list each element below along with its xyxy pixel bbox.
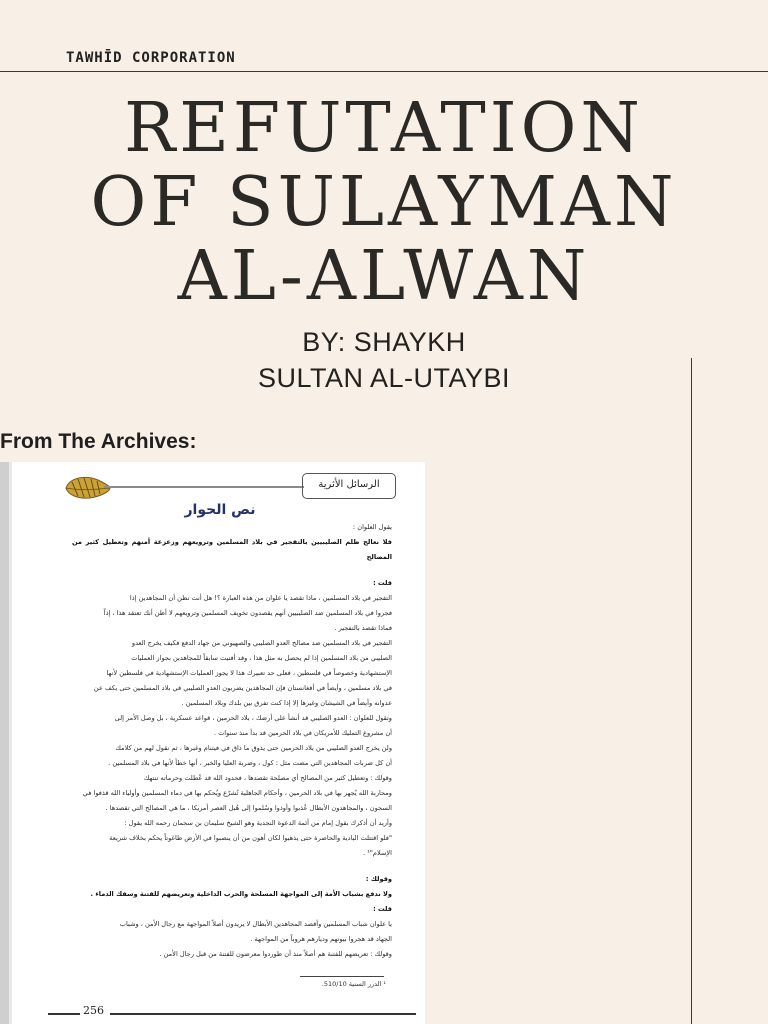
text-line: ولا ندفع بشباب الأمة إلى المواجهة المسلحة والحرب الداخلية وتعريضهم للفتنة وسفك الدماء . — [90, 890, 392, 898]
archive-page-scan — [0, 462, 425, 1024]
byline-line: SULTAN AL-UTAYBI — [257, 363, 511, 393]
text-line: فلا نعالج ظلم الصليبيين بالتفجير في بلاد المسلمين وترويعهم وزعزعة أمنهم وتعطيل كثير من المصالح — [72, 538, 392, 561]
byline-line: BY: SHAYKH — [302, 327, 466, 357]
document-title: نص الحوار — [184, 502, 256, 518]
text-line: يقول العلوان : — [352, 523, 392, 531]
page-number: 256 — [83, 1004, 104, 1017]
text-line: التفجير في بلاد المسلمين ضد مصالح العدو الصليبي والصهيوني من جهاد الدفع فكيف يخرج العدو — [131, 639, 392, 647]
text-line: "فلو اقتتلت البادية والحاضرة حتى يذهبوا لكان أهون من أن ينصبوا في الأرض طاغوتاً يحكم بخلاف شريعة — [109, 834, 392, 842]
footnote: ¹ الدرر السنية 510/10. — [321, 980, 386, 988]
publisher-name: TAWHĪD CORPORATION — [66, 50, 236, 66]
author-byline — [0, 324, 768, 396]
text-line: فماذا تقصد بالتفجير . — [334, 624, 392, 632]
text-line: وقولك : — [365, 875, 392, 883]
text-line: في بلاد مسلمين ، وأيضاً في أفغانستان فإن المجاهدين يضربون العدو الصليبي في بلاد المسلمين حتى يكف عن — [93, 684, 392, 692]
text-line: الإستشهادية وخصوصاً في فلسطين ، فعلى حد تعبيرك هذا لا يجوز العمليات الإستشهادية في فلسطين لأنها — [106, 669, 392, 677]
footnote-rule — [300, 976, 384, 977]
text-line: فجروا في بلاد المسلمين ضد الصليبيين أنهم يقصدون تخويف المسلمين وترويعهم لا أظن أنك تعتقد هذا ، إذاً — [103, 609, 392, 617]
text-line: الإسلام"¹ . — [362, 849, 392, 857]
text-line: التفجير في بلاد المسلمين ، ماذا تقصد يا علوان من هذه العبارة ؟! هل أنت تظن أن المجاهدين إذا — [129, 594, 392, 602]
text-line: ومحاربة الله يُجهر بها في بلاد الحرمين ، وأحكام الجاهلية تُشرّع ويُحكم بها في دماء المسلمين وأولياء الله قذفوا في — [82, 789, 392, 797]
text-line: الجهاد قد هجروا بيوتهم وديارهم هروباً من المواجهة . — [250, 935, 392, 943]
paragraph-gap — [72, 565, 392, 576]
document-body — [72, 520, 392, 962]
text-line: يا علوان شباب المسلمين وأقصد المجاهدين الأبطال لا يريدون أصلاً المواجهة مع رجال الأمن ، وشباب — [119, 920, 392, 928]
text-line: الصليبي من بلاد المسلمين إذا لم يحصل به مثل هذا ، وقد أفتيت سابقاً للمجاهدين بجواز العمليات — [131, 654, 392, 662]
text-line: وأريد أن أذكرك بقول إمام من أئمة الدعوة النجدية وهو الشيخ سليمان بن سحمان رحمه الله يقول : — [124, 819, 392, 827]
text-line: قلت : — [373, 905, 392, 913]
text-line: أن مشروع التمليك للأمريكان في بلاد الحرمين قد بدأ منذ سنوات . — [213, 729, 392, 737]
header-rule — [104, 486, 304, 488]
title-line: AL-ALWAN — [177, 237, 591, 316]
text-line: عدوانه وأيضاً في الشيشان وغيرها إلا إذا كنت تفرق بين بلدك وبلاد المسلمين . — [181, 699, 392, 707]
text-line: أن كل ضربات المجاهدين التي مضت مثل : كول ، وضربة العليا والخبر ، أنها خطأ لأنها في بلاد المسلمين . — [108, 759, 392, 767]
text-line: وقولك : وتعطيل كثير من المصالح أي مصلحة تقصدها ، فحدود الله قد عُطلت وحرماته تنتهك — [143, 774, 392, 782]
page-rule-right — [110, 1013, 416, 1015]
title-line: REFUTATION — [124, 89, 644, 168]
section-label: From The Archives: — [0, 430, 197, 453]
text-line: ولن يخرج العدو الصليبي من بلاد الحرمين حتى يذوق ما ذاق في فيتنام وغيرها ، ثم نقول لهم من كلامك — [115, 744, 392, 752]
text-line: قلت : — [373, 579, 392, 587]
title-line: OF SULAYMAN — [90, 163, 678, 242]
text-line: السجون ، والمجاهدون الأبطال عُذبوا وأوذوا وسُلموا إلى هُبل العصر أمريكا ، ما هي المصالح التي تقصدها . — [105, 804, 392, 812]
scan-binding-shadow — [9, 462, 12, 1024]
text-line: وقولك : تعريضهم للفتنة هم أصلاً منذ أن طوردوا معرضون للفتنة من قبل رجال الأمن . — [159, 950, 392, 958]
side-divider — [691, 358, 692, 1024]
book-title — [0, 89, 768, 316]
top-divider — [0, 71, 768, 72]
series-header: الرسائل الأثرية — [302, 473, 396, 499]
page-rule-left — [48, 1013, 80, 1015]
scan-binding-edge — [0, 462, 9, 1024]
text-line: وتقول للعلوان : العدو الصليبي قد أنشأ على أرضك ، بلاد الحرمين ، قواعد عسكرية ، بل وصل الأمر إلى — [114, 714, 392, 722]
paragraph-gap — [72, 861, 392, 872]
